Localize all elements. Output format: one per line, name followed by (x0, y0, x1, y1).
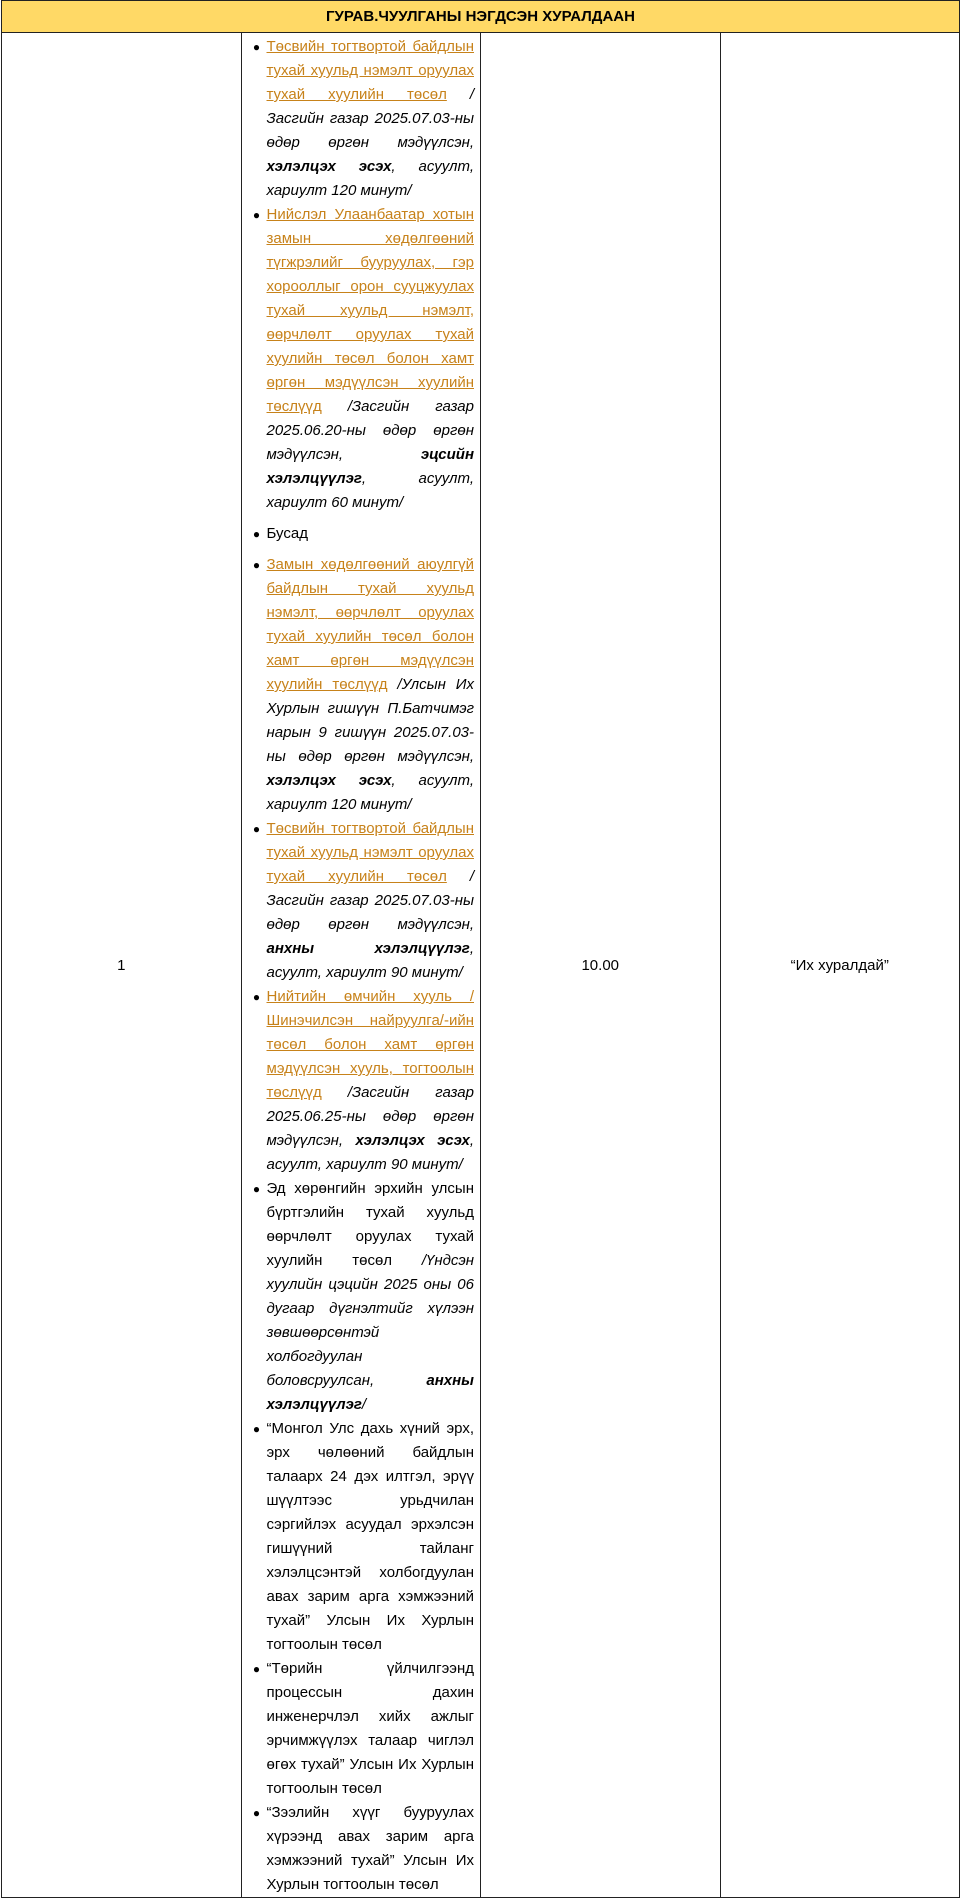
item-text: Бусад (266, 525, 308, 542)
list-item (250, 35, 475, 203)
bullet-icon: ● (252, 1182, 261, 1196)
item-note: /Засгийн газар 2025.07.03-ны өдөр өргөн мэдүүлсэн, (266, 86, 474, 151)
agenda-items-list (242, 33, 481, 1897)
item-text: “Төрийн үйлчилгээнд процессын дахин инженерчлэл хийх ажлыг эрчимжүүлэх талаар чиглэл өгөх тухай” Улсын Их Хурлын тогтоолын төсөл (266, 1660, 474, 1797)
header-row (2, 1, 960, 33)
item-stage: анхны хэлэлцүүлэг (266, 940, 470, 957)
item-note: /Засгийн газар 2025.06.25-ны өдөр өргөн мэдүүлсэн, (266, 1084, 474, 1149)
row-number: 1 (2, 33, 242, 1898)
bullet-icon: ● (252, 1422, 261, 1436)
agenda-items-cell (241, 33, 481, 1898)
item-stage: хэлэлцэх эсэх (266, 772, 392, 789)
bullet-icon: ● (252, 40, 261, 54)
list-item (250, 553, 475, 817)
bullet-icon: ● (252, 1662, 261, 1676)
item-note: /Засгийн газар 2025.06.20-ны өдөр өргөн мэдүүлсэн, (266, 398, 474, 463)
bill-link[interactable]: Нийтийн өмчийн хууль /Шинэчилсэн найруулга/-ийн төсөл болон хамт өргөн мэдүүлсэн хууль, тогтоолын төслүүд (266, 988, 474, 1101)
item-stage: анхны хэлэлцүүлэг (266, 1372, 474, 1413)
bullet-icon: ● (252, 558, 261, 572)
bill-link[interactable]: Нийслэл Улаанбаатар хотын замын хөдөлгөөний түгжрэлийг бууруулах, гэр хорооллыг орон сууцжуулах тухай хуульд нэмэлт, өөрчлөлт оруулах тухай хуулийн төсөл болон хамт өргөн мэдүүлсэн хуулийн төслүүд (266, 206, 474, 415)
list-item (250, 1417, 475, 1657)
item-stage: хэлэлцэх эсэх (355, 1132, 470, 1149)
venue-cell: “Их хуралдай” (720, 33, 960, 1898)
list-item (250, 1801, 475, 1897)
bullet-icon: ● (252, 990, 261, 1004)
item-note-end: , асуулт, хариулт 90 минут/ (266, 1132, 474, 1173)
agenda-table (1, 0, 960, 1898)
item-note: /Засгийн газар 2025.07.03-ны өдөр өргөн мэдүүлсэн, (266, 868, 474, 933)
section-title: ГУРАВ.ЧУУЛГАНЫ НЭГДСЭН ХУРАЛДААН (2, 1, 960, 33)
agenda-row (2, 33, 960, 1898)
item-note-end: , асуулт, хариулт 120 минут/ (266, 158, 474, 199)
bill-link[interactable]: Төсвийн тогтвортой байдлын тухай хуульд нэмэлт оруулах тухай хуулийн төсөл (266, 38, 474, 103)
list-item (250, 203, 475, 515)
list-item (250, 1657, 475, 1801)
bullet-icon: ● (252, 527, 261, 541)
list-item (250, 985, 475, 1177)
item-note: /Улсын Их Хурлын гишүүн П.Батчимэг нарын 9 гишүүн 2025.07.03-ны өдөр өргөн мэдүүлсэн, (266, 676, 474, 765)
list-item (250, 1177, 475, 1417)
item-note-end: , асуулт, хариулт 60 минут/ (266, 470, 474, 511)
item-note-end: , асуулт, хариулт 120 минут/ (266, 772, 474, 813)
item-text: “Монгол Улс дахь хүний эрх, эрх чөлөөний байдлын талаарх 24 дэх илтгэл, эрүү шүүлтээс урьдчилан сэргийлэх асуудал эрхэлсэн гишүүний тайланг хэлэлцсэнтэй холбогдуулан авах зарим арга хэмжээний тухай” Улсын Их Хурлын тогтоолын төсөл (266, 1420, 474, 1653)
item-note-end: / (361, 1396, 367, 1413)
time-cell: 10.00 (481, 33, 721, 1898)
item-text: Эд хөрөнгийн эрхийн улсын бүртгэлийн тухай хуульд өөрчлөлт оруулах тухай хуулийн төсөл (266, 1180, 474, 1269)
bill-link[interactable]: Төсвийн тогтвортой байдлын тухай хуульд нэмэлт оруулах тухай хуулийн төсөл (266, 820, 474, 885)
list-item (250, 817, 475, 985)
list-item (250, 522, 475, 546)
bullet-icon: ● (252, 822, 261, 836)
bill-link[interactable]: Замын хөдөлгөөний аюулгүй байдлын тухай хуульд нэмэлт, өөрчлөлт оруулах тухай хуулийн төсөл болон хамт өргөн мэдүүлсэн хуулийн төслүүд (266, 556, 474, 693)
item-text: “Зээлийн хүүг бууруулах хүрээнд авах зарим арга хэмжээний тухай” Улсын Их Хурлын тогтоолын төсөл (266, 1804, 474, 1893)
item-stage: хэлэлцэх эсэх (266, 158, 392, 175)
item-note-end: , асуулт, хариулт 90 минут/ (266, 940, 474, 981)
bullet-icon: ● (252, 208, 261, 222)
item-note: /Үндсэн хуулийн цэцийн 2025 оны 06 дугаар дүгнэлтийг хүлээн зөвшөөрсөнтэй холбогдуулан боловсруулсан, (266, 1252, 474, 1389)
bullet-icon: ● (252, 1806, 261, 1820)
item-stage: эцсийн хэлэлцүүлэг (266, 446, 474, 487)
